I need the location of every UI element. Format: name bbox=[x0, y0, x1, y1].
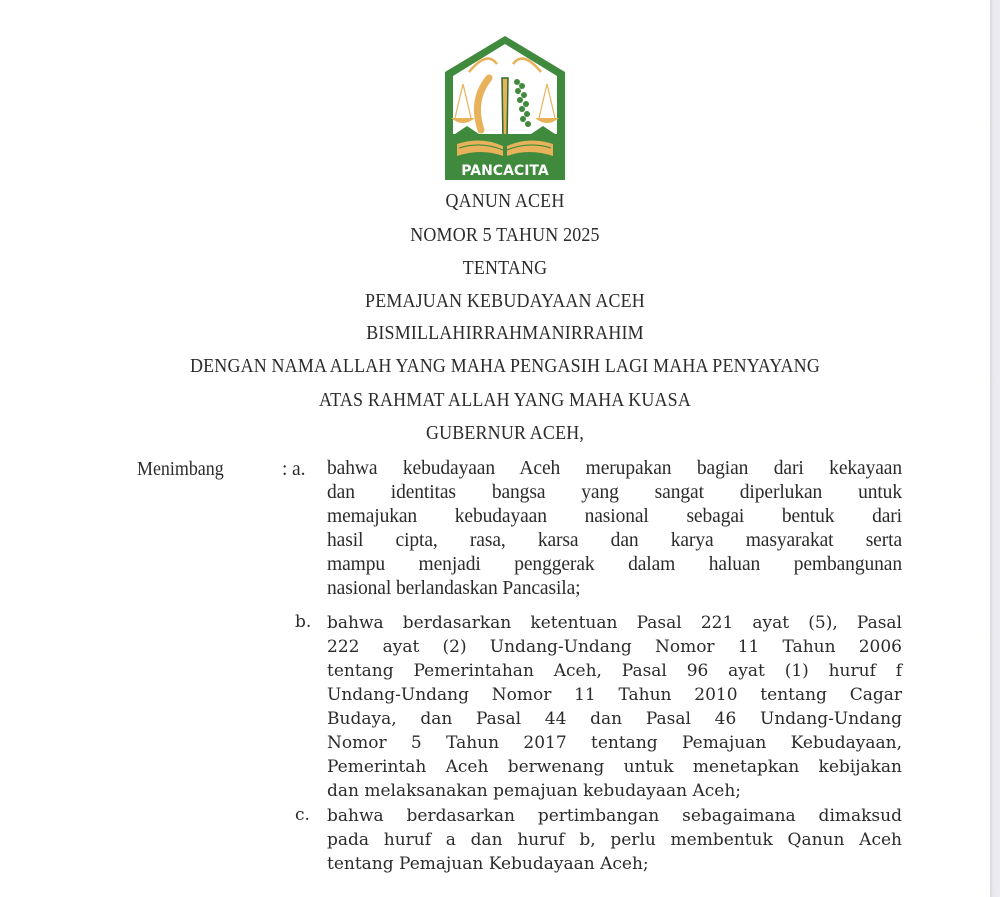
authority-line: GUBERNUR ACEH, bbox=[425, 423, 585, 444]
consideration-line: nasional berlandaskan Pancasila; bbox=[327, 578, 581, 599]
basmalah-line: BISMILLAHIRRAHMANIRRAHIM bbox=[366, 323, 644, 344]
document-subject: PEMAJUAN KEBUDAYAAN ACEH bbox=[365, 291, 645, 312]
consideration-letter-c: c. bbox=[295, 805, 310, 825]
consideration-line: hasil cipta, rasa, karsa dan karya masyarakat serta bbox=[327, 530, 902, 551]
consideration-item-b bbox=[327, 611, 902, 803]
consideration-line: 222 ayat (2) Undang-Undang Nomor 11 Tahun 2006 bbox=[327, 637, 902, 657]
consideration-line: bahwa berdasarkan pertimbangan sebagaimana dimaksud bbox=[327, 806, 902, 826]
consideration-line: tentang Pemerintahan Aceh, Pasal 96 ayat (1) huruf f bbox=[327, 661, 902, 681]
consideration-line: Budaya, dan Pasal 44 dan Pasal 46 Undang-Undang bbox=[327, 709, 902, 729]
consideration-line: memajukan kebudayaan nasional sebagai bentuk dari bbox=[327, 506, 902, 527]
page-edge-shadow bbox=[990, 0, 1000, 897]
aceh-emblem-logo bbox=[441, 34, 569, 182]
considerations-colon: : bbox=[282, 459, 288, 480]
consideration-item-c bbox=[327, 804, 902, 876]
document-title: QANUN ACEH bbox=[445, 191, 565, 212]
consideration-line: bahwa berdasarkan ketentuan Pasal 221 ayat (5), Pasal bbox=[327, 613, 902, 633]
consideration-line: mampu menjadi penggerak dalam haluan pembangunan bbox=[327, 554, 902, 575]
consideration-line: Pemerintah Aceh berwenang untuk menetapkan kebijakan bbox=[327, 757, 902, 777]
consideration-line: dan identitas bangsa yang sangat diperlukan untuk bbox=[327, 482, 902, 503]
consideration-letter-a: a. bbox=[292, 459, 306, 480]
consideration-line: pada huruf a dan huruf b, perlu membentuk Qanun Aceh bbox=[327, 830, 902, 850]
grace-line: ATAS RAHMAT ALLAH YANG MAHA KUASA bbox=[319, 390, 691, 411]
consideration-line: bahwa kebudayaan Aceh merupakan bagian dari kekayaan bbox=[327, 458, 902, 479]
considerations-label: Menimbang bbox=[137, 459, 224, 480]
invocation-line: DENGAN NAMA ALLAH YANG MAHA PENGASIH LAGI MAHA PENYAYANG bbox=[190, 356, 820, 377]
document-about-label: TENTANG bbox=[462, 258, 548, 279]
consideration-line: tentang Pemajuan Kebudayaan Aceh; bbox=[327, 854, 649, 874]
document-number: NOMOR 5 TAHUN 2025 bbox=[410, 225, 600, 246]
consideration-letter-b: b. bbox=[295, 612, 312, 632]
emblem-motto-text: PANCACITA bbox=[461, 163, 549, 179]
aceh-emblem-svg bbox=[441, 34, 569, 182]
consideration-item-a bbox=[327, 457, 902, 601]
consideration-line: dan melaksanakan pemajuan kebudayaan Aceh; bbox=[327, 781, 742, 801]
consideration-line: Nomor 5 Tahun 2017 tentang Pemajuan Kebudayaan, bbox=[327, 733, 902, 753]
consideration-line: Undang-Undang Nomor 11 Tahun 2010 tentang Cagar bbox=[327, 685, 902, 705]
